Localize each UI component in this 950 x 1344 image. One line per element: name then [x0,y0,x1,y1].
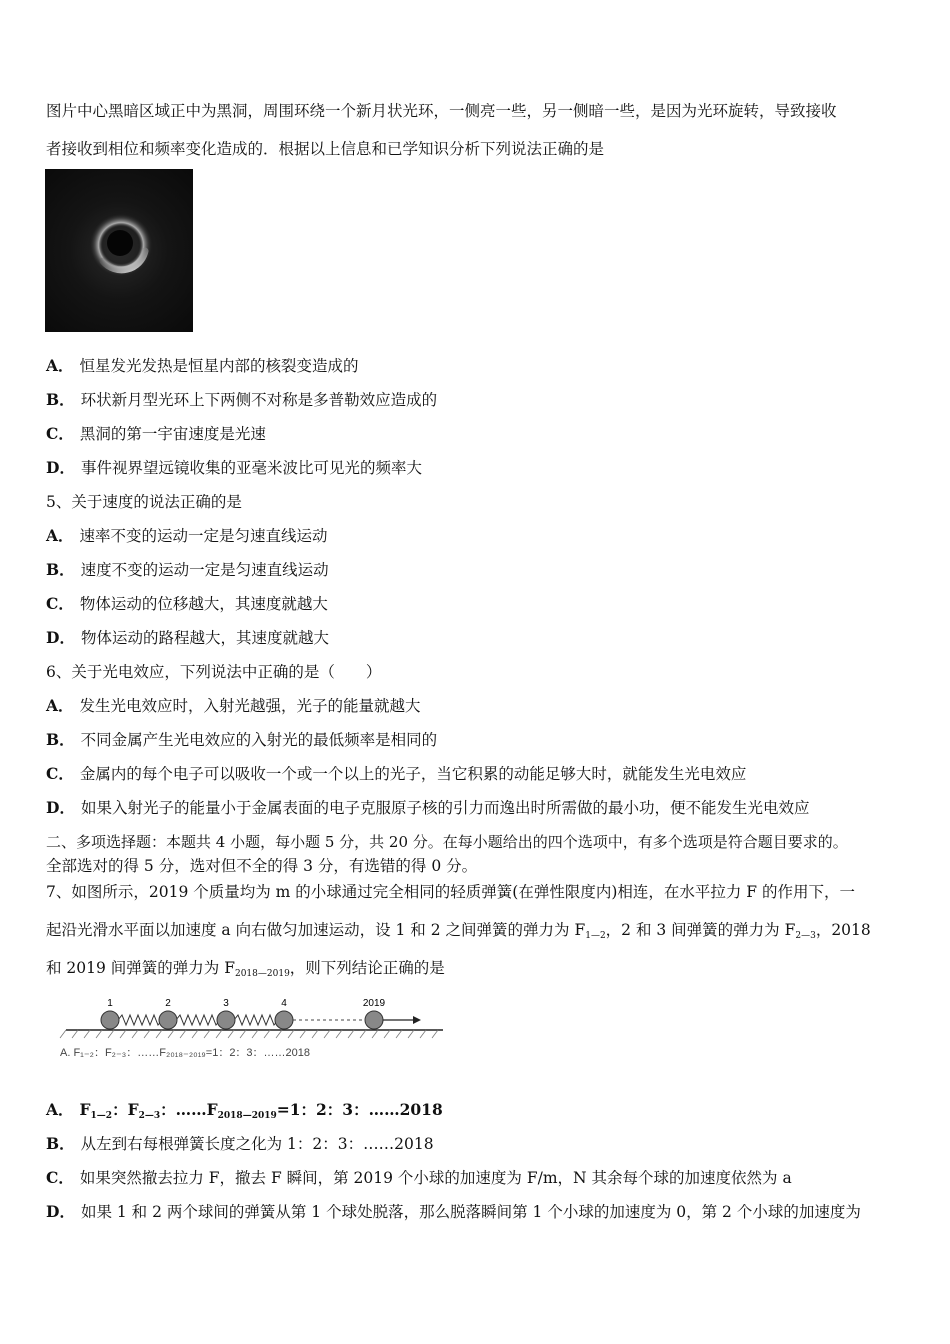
q7-line-1: 7、如图所示，2019 个质量均为 m 的小球通过完全相同的轻质弹簧(在弹性限度内)相连，在水平拉力 F 的作用下，一 [46,883,855,901]
ball-label-2019: 2019 [362,998,386,1009]
ball-label-3: 3 [223,998,229,1009]
ball-2019 [365,1011,383,1029]
q7-line-3: 和 2019 间弹簧的弹力为 $F_{2018—2019}$，则下列结论正确的是 [46,959,445,979]
ball-3 [217,1011,235,1029]
q4-option-a: A． 恒星发光发热是恒星内部的核裂变造成的 [46,356,359,375]
ball-4 [275,1011,293,1029]
intro-line-2: 者接收到相位和频率变化造成的．根据以上信息和已学知识分析下列说法正确的是 [46,140,605,158]
black-hole-image [45,169,193,332]
q6-option-d: D． 如果入射光子的能量小于金属表面的电子克服原子核的引力而逸出时所需做的最小功，便不能发生光电效应 [46,798,810,817]
spring-3-4 [234,1015,278,1025]
section2-line-1: 二、多项选择题：本题共 4 小题，每小题 5 分，共 20 分。在每小题给出的四个选项中，有多个选项是符合题目要求的。 [46,833,848,851]
ball-2 [159,1011,177,1029]
q7-line-2: 起沿光滑水平面以加速度 a 向右做匀加速运动，设 1 和 2 之间弹簧的弹力为 $F_{1—2}$，2 和 3 间弹簧的弹力为 $F_{2—3}$，2018 [46,921,871,941]
intro-line-1: 图片中心黑暗区域正中为黑洞，周围环绕一个新月状光环，一侧亮一些，另一侧暗一些，是因为光环旋转，导致接收 [46,102,837,120]
figure-caption: A. F₁₋₂：F₂₋₃：……F₂₀₁₈₋₂₀₁₉=1：2：3：……2018 [60,1047,311,1059]
q5-option-c: C． 物体运动的位移越大，其速度就越大 [46,594,328,613]
q6-option-b: B． 不同金属产生光电效应的入射光的最低频率是相同的 [46,730,438,749]
q6-option-a: A． 发生光电效应时，入射光越强，光子的能量就越大 [46,696,421,715]
q5-option-b: B． 速度不变的运动一定是匀速直线运动 [46,560,329,579]
ball-1 [101,1011,119,1029]
q7-option-b: B． 从左到右每根弹簧长度之化为 1：2：3：……2018 [46,1134,434,1153]
q4-option-d: D． 事件视界望远镜收集的亚毫米波比可见光的频率大 [46,458,422,477]
q5-option-a: A． 速率不变的运动一定是匀速直线运动 [46,526,328,545]
spring-2-3 [176,1015,220,1025]
spring-1-2 [118,1015,162,1025]
q4-option-c: C． 黑洞的第一宇宙速度是光速 [46,424,266,443]
q6-option-c: C． 金属内的每个电子可以吸收一个或一个以上的光子，当它积累的动能足够大时，就能发生光电效应 [46,764,747,783]
ball-label-4: 4 [281,998,287,1009]
section2-line-2: 全部选对的得 5 分，选对但不全的得 3 分，有选错的得 0 分。 [46,857,478,875]
q7-option-a: A． $F_{1—2}$：$F_{2—3}$：$\dots\dots F_{2018—2019}=1$：2：3：……2018 [46,1100,443,1121]
q5-stem: 5、关于速度的说法正确的是 [46,493,242,511]
q6-stem: 6、关于光电效应，下列说法中正确的是（ ） [46,663,382,681]
q5-option-d: D． 物体运动的路程越大，其速度就越大 [46,628,329,647]
spring-balls-figure [58,990,450,1065]
ball-label-1: 1 [107,998,113,1009]
q7-option-c: C． 如果突然撤去拉力 F，撤去 F 瞬间，第 2019 个小球的加速度为 F/m，N 其余每个球的加速度依然为 a [46,1168,792,1187]
q4-option-b: B． 环状新月型光环上下两侧不对称是多普勒效应造成的 [46,390,438,409]
ball-label-2: 2 [165,998,171,1009]
q7-option-d: D． 如果 1 和 2 两个球间的弹簧从第 1 个球处脱落，那么脱落瞬间第 1 个小球的加速度为 0，第 2 个小球的加速度为 [46,1202,861,1221]
